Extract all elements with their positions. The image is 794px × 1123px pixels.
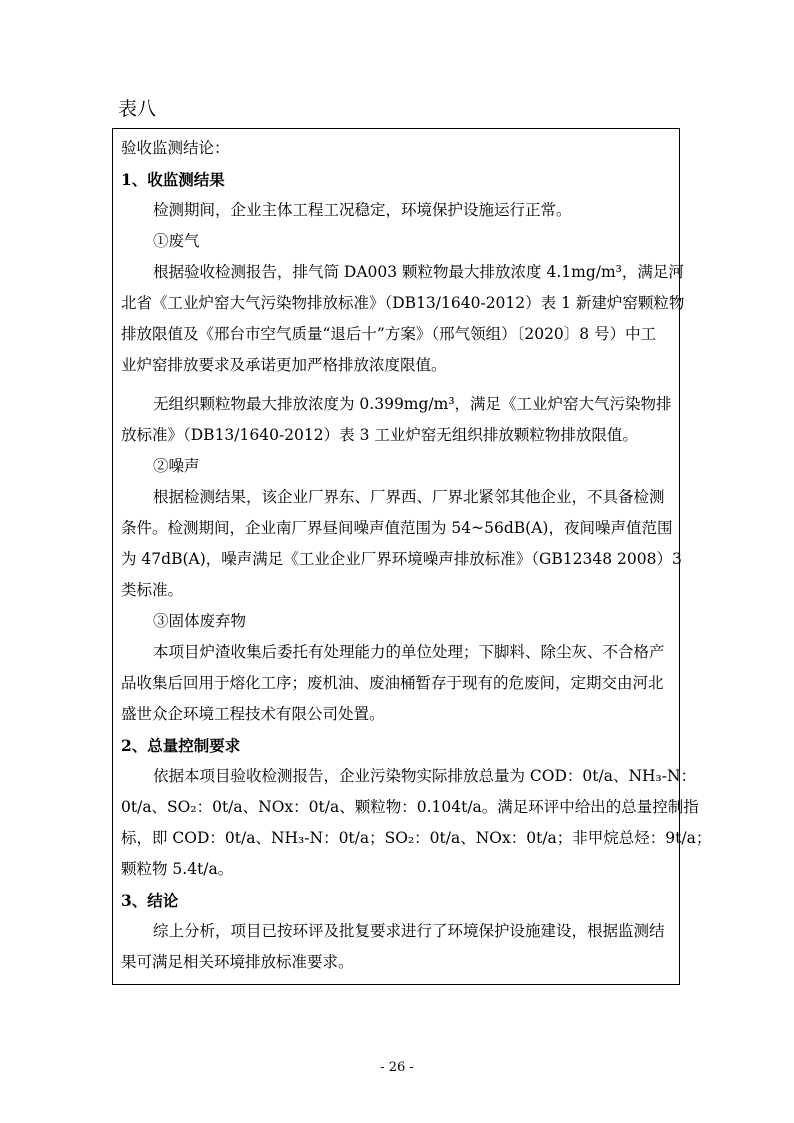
gas-p1-line: 根据验收检测报告，排气筒 DA003 颗粒物最大排放浓度 4.1mg/m³，满足河 (153, 263, 684, 281)
solid-line: 品收集后回用于熔化工序；废机油、废油桶暂存于现有的危废间，定期交由河北 (121, 674, 664, 692)
noise-line: 类标准。 (121, 581, 184, 599)
section-1-title: 1、收监测结果 (121, 170, 225, 189)
solid-title: ③固体废弃物 (153, 612, 247, 630)
solid-line: 本项目炉渣收集后委托有处理能力的单位处理；下脚料、除尘灰、不合格产 (153, 643, 665, 661)
section-3-title: 3、结论 (121, 891, 179, 910)
section-3-line: 果可满足相关环境排放标准要求。 (121, 953, 354, 971)
heading: 验收监测结论： (121, 139, 230, 157)
gas-p1-line: 北省《工业炉窑大气污染物排放标准》（DB13/1640-2012）表 1 新建炉窑颗粒物 (121, 294, 685, 312)
page-number: - 26 - (380, 1060, 414, 1075)
solid-line: 盛世众企环境工程技术有限公司处置。 (121, 705, 385, 723)
conclusion-table (112, 128, 712, 985)
gas-p1-line: 排放限值及《邢台市空气质量“退后十”方案》（邢气领组）〔2020〕8 号）中工 (121, 325, 657, 343)
noise-title: ②噪声 (153, 457, 200, 475)
table-label: 表八 (118, 98, 157, 120)
conclusion-content (121, 133, 712, 978)
section-2-line: 标，即 COD：0t/a、NH₃-N：0t/a；SO₂：0t/a、NOx：0t/a；非甲烷总烃：9t/a； (121, 829, 712, 847)
gas-p2-line: 放标准》（DB13/1640-2012）表 3 工业炉窑无组织排放颗粒物排放限值。 (121, 426, 638, 444)
section-2-line: 0t/a、SO₂：0t/a、NOx：0t/a、颗粒物：0.104t/a。满足环评中给出的总量控制指 (121, 798, 699, 816)
section-2-line: 依据本项目验收检测报告，企业污染物实际排放总量为 COD：0t/a、NH₃-N： (153, 767, 697, 785)
section-2-title: 2、总量控制要求 (121, 736, 241, 755)
gas-title: ①废气 (153, 232, 200, 250)
gas-p2-line: 无组织颗粒物最大排放浓度为 0.399mg/m³，满足《工业炉窑大气污染物排 (153, 395, 672, 413)
section-2-line: 颗粒物 5.4t/a。 (121, 860, 234, 878)
noise-line: 条件。检测期间，企业南厂界昼间噪声值范围为 54~56dB(A)，夜间噪声值范围 (121, 519, 673, 537)
gas-p1-line: 业炉窑排放要求及承诺更加严格排放浓度限值。 (121, 356, 447, 374)
section-1-intro: 检测期间，企业主体工程工况稳定，环境保护设施运行正常。 (153, 201, 572, 219)
noise-line: 根据检测结果，该企业厂界东、厂界西、厂界北紧邻其他企业，不具备检测 (153, 488, 665, 506)
section-3-line: 综上分析，项目已按环评及批复要求进行了环境保护设施建设，根据监测结 (153, 922, 665, 940)
noise-line: 为 47dB(A)，噪声满足《工业企业厂界环境噪声排放标准》（GB12348 2008）3 (121, 550, 682, 568)
